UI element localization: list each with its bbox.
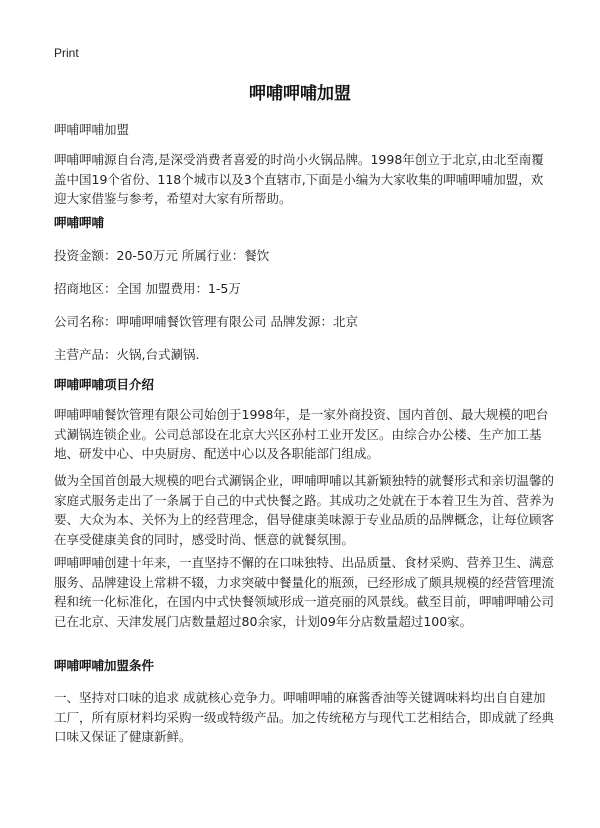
intro-section-paragraph: 呷哺呷哺餐饮管理有限公司始创于1998年，是一家外商投资、国内首创、最大规模的吧台式涮锅连锁企业。公司总部设在北京大兴区孙村工业开发区。由综合办公楼、生产加工基地、研发中心、中央厨房、配送中心以及各职能部门组成。: [54, 407, 549, 461]
intro-paragraph: 呷哺呷哺源自台湾,是深受消费者喜爱的时尚小火锅品牌。1998年创立于北京,由北至南覆盖中国19个省份、118个城市以及3个直辖市,下面是小编为大家收集的呷哺呷哺加盟，欢迎大家借鉴与参考，希望对大家有所帮助。: [54, 152, 544, 206]
article-subtitle: 呷哺呷哺加盟: [54, 122, 130, 137]
page-title: 呷哺呷哺加盟: [249, 84, 351, 104]
info-products: 主营产品：火锅,台式涮锅.: [54, 347, 200, 362]
info-company: 公司名称：呷哺呷哺餐饮管理有限公司 品牌发源：北京: [54, 314, 358, 329]
section-heading-brand: 呷哺呷哺: [54, 215, 105, 230]
info-region: 招商地区：全国 加盟费用：1-5万: [54, 281, 241, 296]
print-label: Print: [54, 46, 79, 60]
intro-section-paragraph: 做为全国首创最大规模的吧台式涮锅企业，呷哺呷哺以其新颖独特的就餐形式和亲切温馨的家庭式服务走出了一条属于自己的中式快餐之路。其成功之处就在于本着卫生为首、营养为要、大众为本、关怀为上的经营理念，倡导健康美味源于专业品质的品牌概念，让每位顾客在享受健康美食的同时，感受时尚、惬意的就餐氛围。: [54, 473, 555, 547]
section-heading-intro: 呷哺呷哺项目介绍: [54, 377, 155, 392]
conditions-paragraph: 一、坚持对口味的追求 成就核心竞争力。呷哺呷哺的麻酱香油等关键调味料均出自自建加工厂，所有原材料均采购一级或特级产品。加之传统秘方与现代工艺相结合，即成就了经典口味又保证了健康新鲜。: [54, 690, 555, 744]
section-heading-conditions: 呷哺呷哺加盟条件: [54, 658, 155, 673]
info-investment: 投资金额：20-50万元 所属行业：餐饮: [54, 248, 270, 263]
intro-section-paragraph: 呷哺呷哺创建十年来，一直坚持不懈的在口味独特、出品质量、食材采购、营养卫生、满意服务、品牌建设上常耕不辍，力求突破中餐量化的瓶颈，已经形成了颇具规模的经营管理流程和统一化标准化，在国内中式快餐领域形成一道亮丽的风景线。截至目前，呷哺呷哺公司已在北京、天津发展门店数量超过80余家，计划09年分店数量超过100家。: [54, 555, 555, 629]
